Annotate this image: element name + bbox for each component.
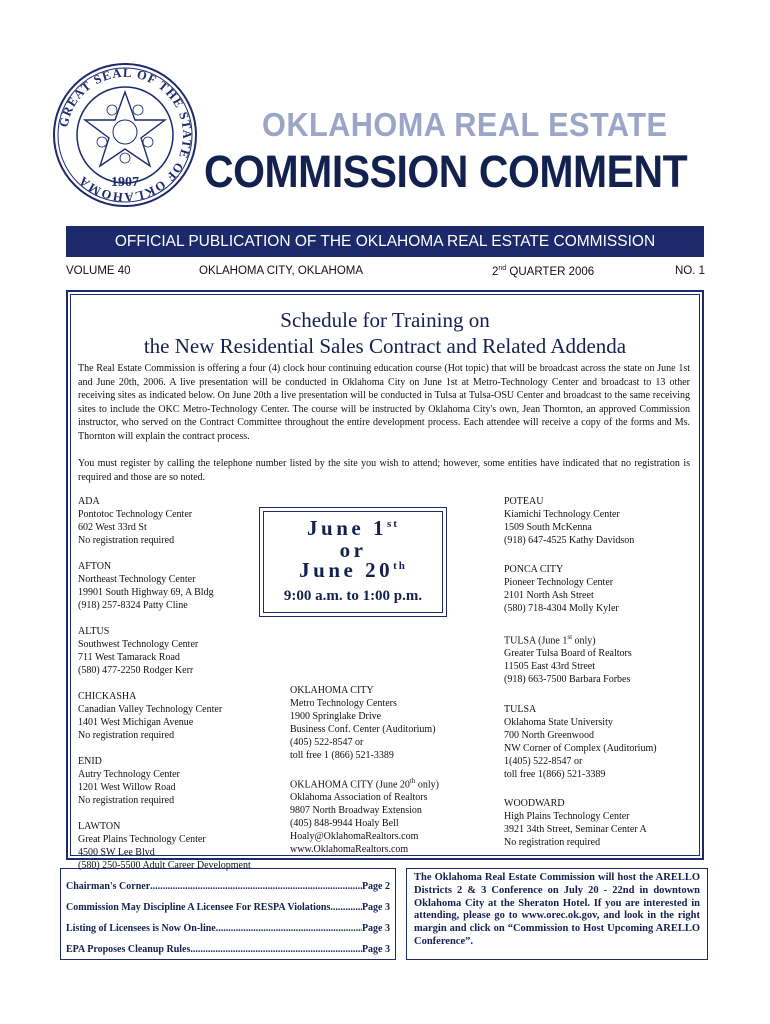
sites-center-column	[290, 684, 439, 869]
date-or: or	[339, 538, 367, 562]
quarter-label: 2nd QUARTER 2006	[492, 265, 595, 278]
schedule-paragraph-2: You must register by calling the telephone number listed by the site you wish to attend; however, some entities have indicated that no registration is required and those are so noted.	[78, 458, 690, 483]
sites-right-column	[504, 495, 657, 862]
state-seal	[52, 62, 198, 208]
date-june-20: June 20th	[299, 558, 407, 582]
site-enid: ENID Autry Technology Center 1201 West Willow Road No registration required	[78, 756, 180, 806]
date-june-1: June 1st	[307, 516, 399, 540]
table-of-contents	[60, 868, 396, 960]
session-time: 9:00 a.m. to 1:00 p.m.	[283, 588, 423, 604]
site-ponca-city: PONCA CITY Pioneer Technology Center 2101 North Ash Street (580) 718-4304 Molly Kyler	[504, 564, 619, 614]
masthead-title: COMMISSION COMMENT	[204, 146, 688, 197]
masthead-top: OKLAHOMA REAL ESTATE	[262, 106, 668, 143]
site-altus: ALTUS Southwest Technology Center 711 West Tamarack Road (580) 477-2250 Rodger Kerr	[78, 626, 199, 676]
volume-label: VOLUME 40	[66, 265, 131, 277]
site-okc-realtors: OKLAHOMA CITY (June 20th only) Oklahoma Association of Realtors 9807 North Broadway Extension (405) 848-9944 Hoaly Bell Hoaly@OklahomaRealtors.com www.OklahomaRealtors.com	[290, 777, 439, 856]
toc-item[interactable]: Listing of Licensees is Now On-line ..... Page 3	[66, 918, 390, 939]
toc-item[interactable]: EPA Proposes Cleanup Rules ..... Page 3	[66, 939, 390, 960]
publication-banner: OFFICIAL PUBLICATION OF THE OKLAHOMA REAL ESTATE COMMISSION	[66, 226, 704, 257]
site-ada: ADA Pontotoc Technology Center 602 West 33rd St No registration required	[78, 496, 193, 546]
sites-left-column	[78, 495, 251, 885]
site-tulsa-board: TULSA (June 1st only) Greater Tulsa Board of Realtors 11505 East 43rd Street (918) 663-7500 Barbara Forbes	[504, 633, 632, 686]
seal-ring-text: GREAT SEAL OF THE STATE OF OKLAHOMA	[56, 65, 195, 205]
arello-notice-text: The Oklahoma Real Estate Commission will host the ARELLO Districts 2 & 3 Conference on July 20 - 22nd in downtown Oklahoma City at the Sheraton Hotel. If you are interested in attending, please go to www.orec.ok.gov, and look in the right margin and click on “Commission to Host Upcoming ARELLO Conference”.	[414, 872, 700, 947]
schedule-title: Schedule for Training on the New Residential Sales Contract and Related Addenda	[143, 308, 627, 358]
site-afton: AFTON Northeast Technology Center 19901 South Highway 69, A Bldg (918) 257-8324 Patty Cline	[78, 561, 214, 611]
arello-notice	[406, 868, 708, 960]
issue-number: NO. 1	[674, 265, 705, 277]
site-tulsa-osu: TULSA Oklahoma State University 700 North Greenwood NW Corner of Complex (Auditorium) 1(405) 522-8547 or toll free 1(866) 521-3389	[504, 704, 657, 781]
site-poteau: POTEAU Kiamichi Technology Center 1509 South McKenna (918) 647-4525 Kathy Davidson	[504, 496, 635, 546]
site-woodward: WOODWARD High Plains Technology Center 3921 34th Street, Seminar Center A No registration required	[504, 798, 647, 849]
schedule-paragraph-1: The Real Estate Commission is offering a four (4) clock hour continuing education course (Hot topic) that will be broadcast across the state on June 1st and June 20th, 2006. A live presentation will be conducted in Oklahoma City on June 1st at Metro-Technology Center and broadcast to 13 other receiving sites as indicated below. On June 20th a live presentation will be conducted in Tulsa at Tulsa-OSU Center and broadcast to the same receiving sites to include the OKC Metro-Technology Center. The course will be instructed by Oklahoma City's own, Jean Thornton, an approved Commission instructor, who served on the Contract Committee throughout the entire development process. Each attendee will receive a copy of the forms and Ms. Thornton will explain the contract process.	[78, 363, 690, 442]
site-lawton: LAWTON Great Plains Technology Center 4500 SW Lee Blvd (580) 250-5500 Adult Career Development	[78, 821, 251, 871]
site-okc-metro: OKLAHOMA CITY Metro Technology Centers 1900 Springlake Drive Business Conf. Center (Auditorium) (405) 522-8547 or toll free 1 (866) 521-3389	[290, 685, 436, 761]
toc-item[interactable]: Commission May Discipline A Licensee For RESPA Violations ..... Page 3	[66, 897, 390, 918]
seal-year: 1907	[111, 175, 139, 190]
site-chickasha: CHICKASHA Canadian Valley Technology Center 1401 West Michigan Avenue No registration required	[78, 691, 223, 741]
city-label: OKLAHOMA CITY, OKLAHOMA	[199, 265, 364, 277]
toc-item[interactable]: Chairman's Corner ..... Page 2	[66, 876, 390, 897]
